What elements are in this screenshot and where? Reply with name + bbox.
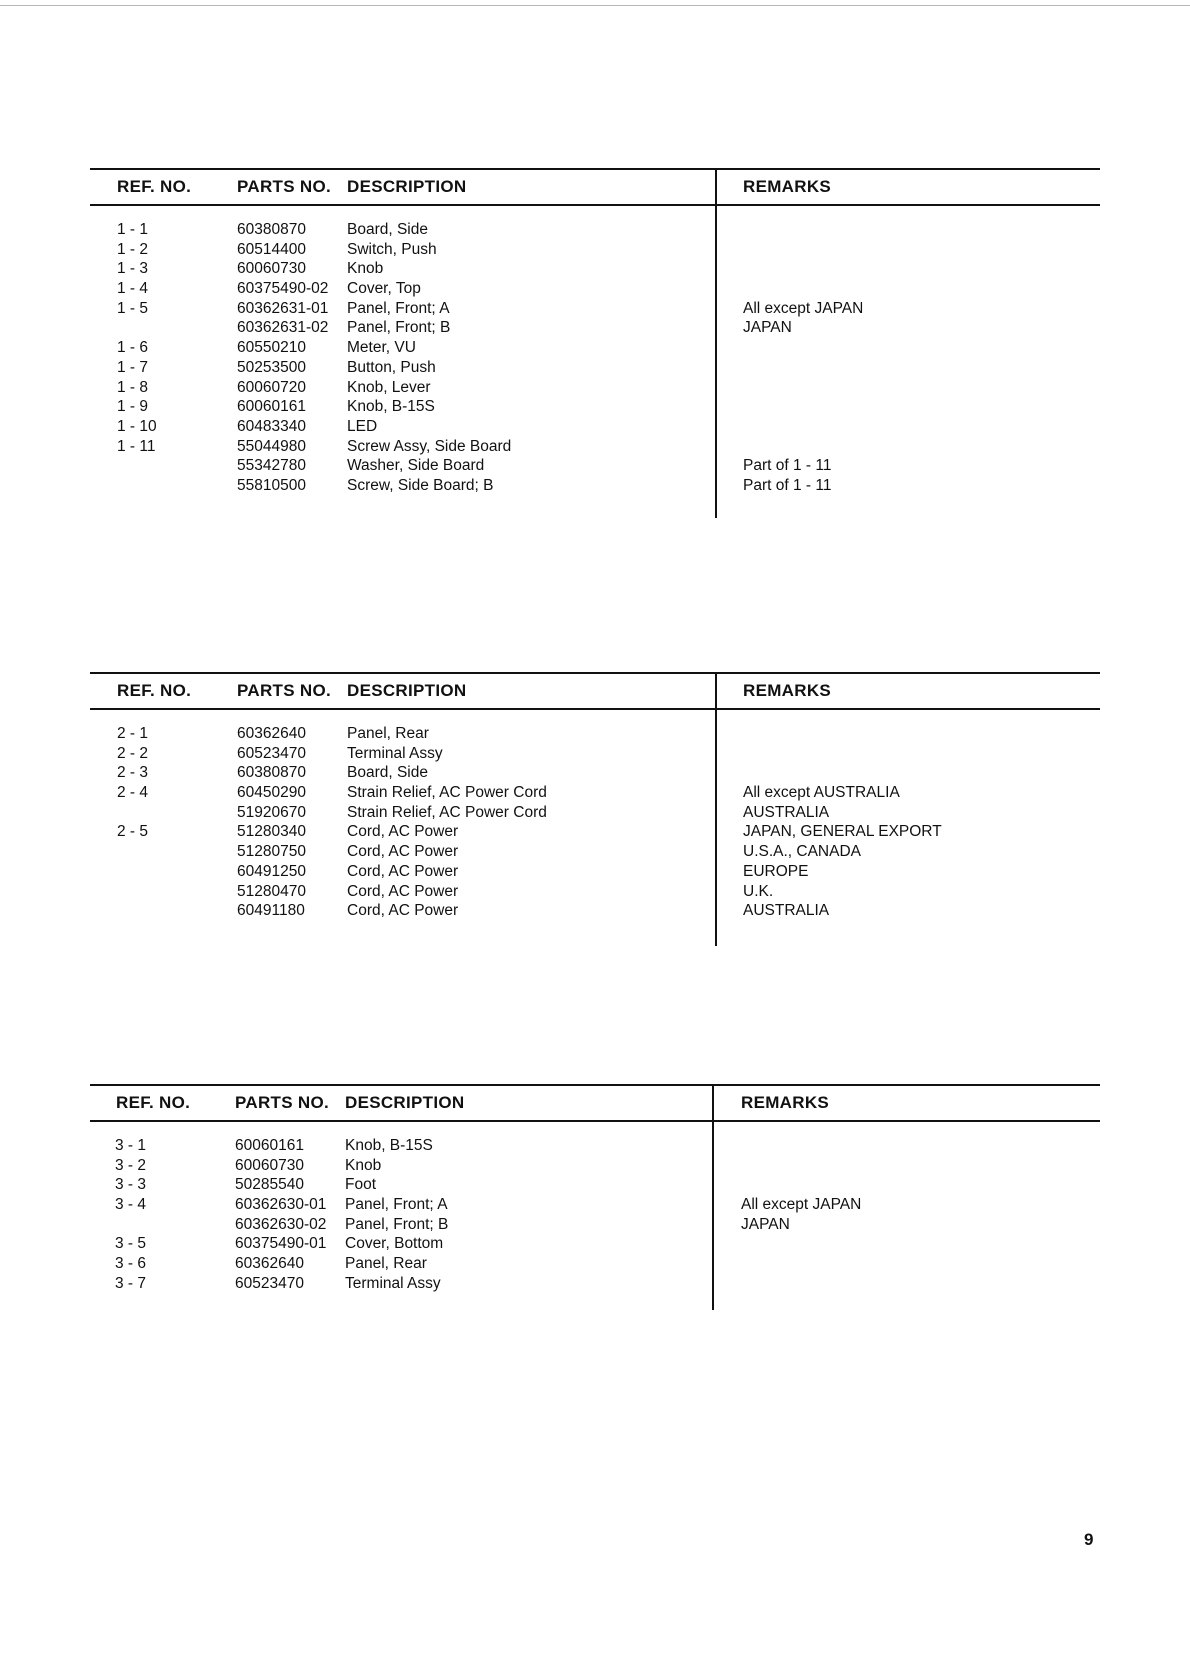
ref-cell: 3 - 6 xyxy=(115,1255,147,1273)
table-row xyxy=(90,783,1100,803)
table-row xyxy=(90,279,1100,299)
ref-cell: 3 - 3 xyxy=(115,1176,147,1194)
part-cell: 60491180 xyxy=(237,902,305,920)
part-cell: 60523470 xyxy=(235,1274,304,1292)
desc-cell: Knob xyxy=(345,1156,382,1174)
desc-cell: Panel, Front; B xyxy=(347,319,451,337)
table-row xyxy=(90,437,1100,457)
part-cell: 50285540 xyxy=(235,1176,304,1194)
part-cell: 50253500 xyxy=(237,358,306,376)
parts-no-header: PARTS NO. xyxy=(235,1093,330,1112)
desc-cell: Screw, Side Board; B xyxy=(347,476,494,494)
remarks-cell: AUSTRALIA xyxy=(743,902,830,920)
desc-cell: Cover, Bottom xyxy=(345,1235,444,1253)
table-row xyxy=(90,338,1100,358)
part-cell: 55810500 xyxy=(237,476,306,494)
part-cell: 60362630-01 xyxy=(235,1196,327,1214)
desc-cell: Knob, B-15S xyxy=(345,1137,433,1154)
ref-cell: 3 - 7 xyxy=(115,1274,147,1292)
table-row xyxy=(90,378,1100,398)
table-row xyxy=(90,397,1100,417)
table-row xyxy=(90,1195,1100,1215)
remarks-cell: JAPAN xyxy=(741,1215,790,1233)
part-cell: 60483340 xyxy=(237,417,306,435)
desc-cell: Cover, Top xyxy=(347,280,421,298)
ref-cell: 2 - 2 xyxy=(117,744,149,762)
table-body xyxy=(90,710,1100,921)
desc-cell: Cord, AC Power xyxy=(347,882,459,900)
desc-cell: Meter, VU xyxy=(347,339,416,357)
remarks-cell: All except JAPAN xyxy=(741,1196,862,1214)
ref-cell: 3 - 2 xyxy=(115,1156,147,1174)
parts-no-header: PARTS NO. xyxy=(237,681,332,700)
remarks-cell: U.S.A., CANADA xyxy=(743,843,861,861)
ref-cell: 2 - 5 xyxy=(117,823,149,841)
ref-no-header: REF. NO. xyxy=(116,1093,191,1112)
part-cell: 60380870 xyxy=(237,764,306,782)
parts-no-header: PARTS NO. xyxy=(237,177,332,196)
ref-cell: 1 - 11 xyxy=(117,437,156,455)
page-top-rule xyxy=(0,5,1190,6)
table-row xyxy=(90,358,1100,378)
parts-table-2 xyxy=(90,672,1100,921)
table-row xyxy=(90,1215,1100,1235)
part-cell: 60550210 xyxy=(237,339,306,357)
desc-cell: LED xyxy=(347,417,378,435)
part-cell: 60380870 xyxy=(237,221,306,238)
desc-cell: Panel, Front; A xyxy=(345,1196,448,1214)
part-cell: 60060720 xyxy=(237,378,306,396)
part-cell: 51280470 xyxy=(237,882,306,900)
table-row xyxy=(90,1254,1100,1274)
table-row xyxy=(90,862,1100,882)
remarks-cell: All except AUSTRALIA xyxy=(743,784,900,802)
table-row xyxy=(90,1274,1100,1294)
table-row xyxy=(90,901,1100,921)
remarks-cell: JAPAN xyxy=(743,319,792,337)
description-header: DESCRIPTION xyxy=(345,1093,465,1112)
desc-cell: Foot xyxy=(345,1176,377,1194)
table-row xyxy=(90,417,1100,437)
part-cell: 60491250 xyxy=(237,862,306,880)
desc-cell: Washer, Side Board xyxy=(347,457,485,475)
remarks-header: REMARKS xyxy=(741,1093,830,1112)
part-cell: 60375490-02 xyxy=(237,280,329,298)
ref-cell: 1 - 5 xyxy=(117,299,149,317)
table-row xyxy=(90,1136,1100,1156)
desc-cell: Panel, Rear xyxy=(347,725,429,742)
page-number: 9 xyxy=(1084,1530,1094,1549)
part-cell: 60060730 xyxy=(235,1156,304,1174)
ref-cell: 2 - 4 xyxy=(117,784,149,802)
desc-cell: Strain Relief, AC Power Cord xyxy=(347,803,547,821)
desc-cell: Cord, AC Power xyxy=(347,823,459,841)
table-header xyxy=(90,672,1100,710)
parts-table-3 xyxy=(90,1084,1100,1294)
part-cell: 60375490-01 xyxy=(235,1235,327,1253)
table-body xyxy=(90,206,1100,496)
desc-cell: Terminal Assy xyxy=(345,1274,441,1292)
desc-cell: Board, Side xyxy=(347,221,428,238)
remarks-cell: U.K. xyxy=(743,882,774,900)
desc-cell: Panel, Front; A xyxy=(347,299,450,317)
part-cell: 60362631-01 xyxy=(237,299,329,317)
part-cell: 51280750 xyxy=(237,843,306,861)
remarks-cell: AUSTRALIA xyxy=(743,803,830,821)
desc-cell: Screw Assy, Side Board xyxy=(347,437,512,455)
remarks-cell: Part of 1 - 11 xyxy=(743,457,832,475)
table-row xyxy=(90,1175,1100,1195)
parts-table-1 xyxy=(90,168,1100,496)
part-cell: 60060161 xyxy=(235,1137,304,1154)
ref-cell: 1 - 1 xyxy=(117,221,149,238)
part-cell: 60514400 xyxy=(237,240,306,258)
part-cell: 60362631-02 xyxy=(237,319,329,337)
table-row xyxy=(90,1234,1100,1254)
description-header: DESCRIPTION xyxy=(347,681,467,700)
desc-cell: Knob, B-15S xyxy=(347,398,435,416)
desc-cell: Panel, Front; B xyxy=(345,1215,449,1233)
ref-cell: 1 - 2 xyxy=(117,240,149,258)
desc-cell: Board, Side xyxy=(347,764,428,782)
table-row xyxy=(90,822,1100,842)
part-cell: 60060730 xyxy=(237,260,306,278)
part-cell: 60362640 xyxy=(237,725,306,742)
part-cell: 60060161 xyxy=(237,398,306,416)
table-header xyxy=(90,168,1100,206)
table-row xyxy=(90,763,1100,783)
desc-cell: Cord, AC Power xyxy=(347,862,459,880)
table-row xyxy=(90,724,1100,744)
desc-cell: Button, Push xyxy=(347,358,436,376)
ref-cell: 1 - 6 xyxy=(117,339,149,357)
ref-no-header: REF. NO. xyxy=(117,681,192,700)
ref-cell: 2 - 1 xyxy=(117,725,149,742)
part-cell: 60523470 xyxy=(237,744,306,762)
part-cell: 60362640 xyxy=(235,1255,304,1273)
ref-no-header: REF. NO. xyxy=(117,177,192,196)
part-cell: 55342780 xyxy=(237,457,306,475)
ref-cell: 3 - 1 xyxy=(115,1137,147,1154)
desc-cell: Knob xyxy=(347,260,384,278)
ref-cell: 1 - 7 xyxy=(117,358,149,376)
desc-cell: Cord, AC Power xyxy=(347,843,459,861)
ref-cell: 1 - 9 xyxy=(117,398,149,416)
ref-cell: 1 - 3 xyxy=(117,260,149,278)
desc-cell: Terminal Assy xyxy=(347,744,443,762)
part-cell: 51920670 xyxy=(237,803,306,821)
part-cell: 60362630-02 xyxy=(235,1215,327,1233)
desc-cell: Panel, Rear xyxy=(345,1255,427,1273)
desc-cell: Knob, Lever xyxy=(347,378,431,396)
table-row xyxy=(90,803,1100,823)
table-header xyxy=(90,1084,1100,1122)
part-cell: 51280340 xyxy=(237,823,306,841)
part-cell: 60450290 xyxy=(237,784,306,802)
remarks-cell: Part of 1 - 11 xyxy=(743,476,832,494)
desc-cell: Switch, Push xyxy=(347,240,437,258)
table-row xyxy=(90,318,1100,338)
remarks-header: REMARKS xyxy=(743,177,832,196)
table-row xyxy=(90,744,1100,764)
table-row xyxy=(90,220,1100,240)
table-row xyxy=(90,299,1100,319)
ref-cell: 2 - 3 xyxy=(117,764,149,782)
remarks-cell: EUROPE xyxy=(743,862,809,880)
ref-cell: 1 - 8 xyxy=(117,378,149,396)
table-row xyxy=(90,842,1100,862)
desc-cell: Cord, AC Power xyxy=(347,902,459,920)
table-row xyxy=(90,456,1100,476)
ref-cell: 3 - 5 xyxy=(115,1235,147,1253)
part-cell: 55044980 xyxy=(237,437,306,455)
remarks-cell: All except JAPAN xyxy=(743,299,864,317)
description-header: DESCRIPTION xyxy=(347,177,467,196)
table-row xyxy=(90,1156,1100,1176)
desc-cell: Strain Relief, AC Power Cord xyxy=(347,784,547,802)
ref-cell: 1 - 4 xyxy=(117,280,149,298)
remarks-cell: JAPAN, GENERAL EXPORT xyxy=(743,823,942,841)
table-row xyxy=(90,240,1100,260)
table-row xyxy=(90,476,1100,496)
remarks-header: REMARKS xyxy=(743,681,832,700)
table-row xyxy=(90,259,1100,279)
ref-cell: 1 - 10 xyxy=(117,417,157,435)
ref-cell: 3 - 4 xyxy=(115,1196,147,1214)
table-row xyxy=(90,882,1100,902)
table-body xyxy=(90,1122,1100,1294)
